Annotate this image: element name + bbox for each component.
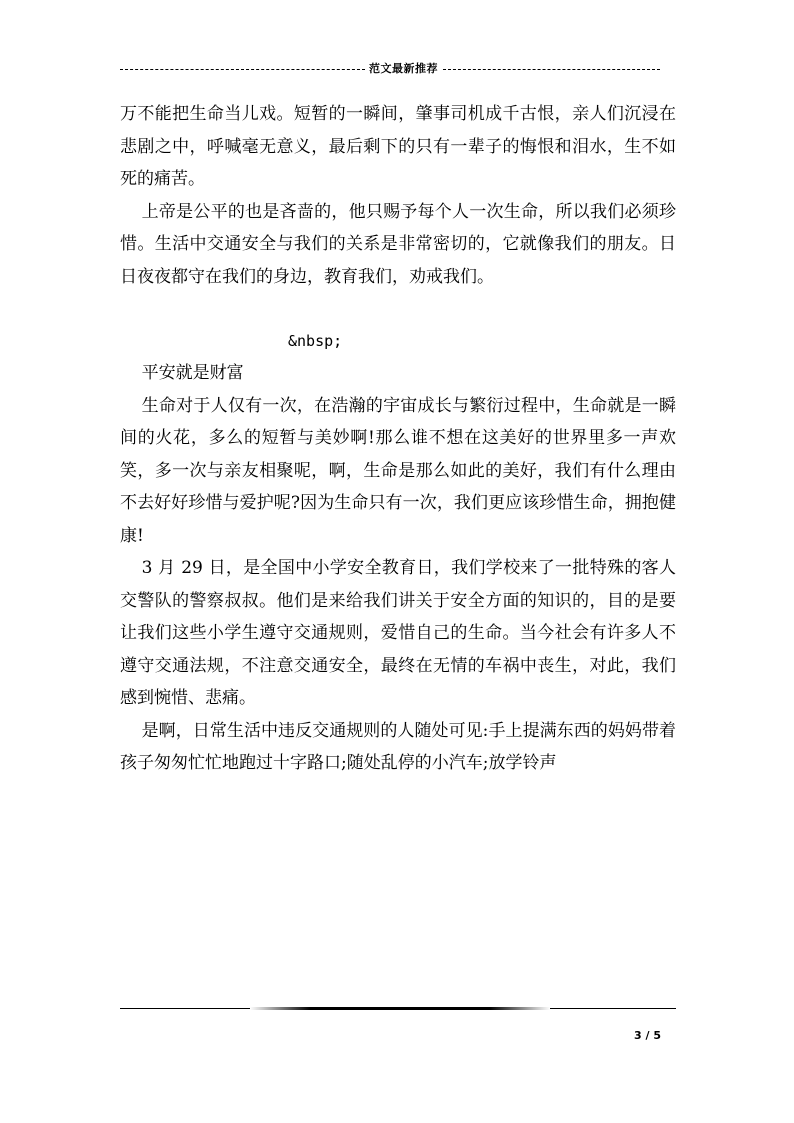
- paragraph-4: 3 月 29 日，是全国中小学安全教育日，我们学校来了一批特殊的客人交警队的警察叔叔。他们是来给我们讲关于安全方面的知识的，目的是要让我们这些小学生遵守交通规则，爱惜自己的生命。当今社会有许多人不遵守交通法规，不注意交通安全，最终在无情的车祸中丧生，对此，我们感到惋惜、悲痛。: [120, 558, 676, 708]
- nbsp-text: &nbsp;: [288, 332, 343, 350]
- header-dashes-right: [443, 69, 660, 70]
- paragraph-5: 是啊，日常生活中违反交通规则的人随处可见:手上提满东西的妈妈带着孩子匆匆忙忙地跑过十字路口;随处乱停的小汽车;放学铃声: [120, 720, 676, 773]
- paragraph-2: 上帝是公平的也是吝啬的，他只赐予每个人一次生命，所以我们必须珍惜。生活中交通安全与我们的关系是非常密切的，它就像我们的朋友。日日夜夜都守在我们的身边，教育我们，劝戒我们。: [120, 201, 676, 287]
- paragraph-1: 万不能把生命当儿戏。短暂的一瞬间，肇事司机成千古恨，亲人们沉浸在悲剧之中，呼喊毫无意义，最后剩下的只有一辈子的悔恨和泪水，生不如死的痛苦。: [120, 104, 676, 189]
- section-heading: 平安就是财富: [141, 363, 244, 383]
- page-header: [120, 58, 660, 78]
- header-dashes-left: [120, 69, 365, 70]
- footer-divider-accent: [250, 1007, 550, 1010]
- header-title: 范文最新推荐: [369, 62, 438, 75]
- document-body: [120, 98, 676, 780]
- page-number: 3 / 5: [634, 1029, 661, 1042]
- paragraph-3: 生命对于人仅有一次，在浩瀚的宇宙成长与繁衍过程中，生命就是一瞬间的火花，多么的短暂与美妙啊!那么谁不想在这美好的世界里多一声欢笑，多一次与亲友相聚呢，啊，生命是那么如此的美好，我们有什么理由不去好好珍惜与爱护呢?因为生命只有一次，我们更应该珍惜生命，拥抱健康!: [120, 395, 676, 546]
- blank-line: [120, 293, 676, 325]
